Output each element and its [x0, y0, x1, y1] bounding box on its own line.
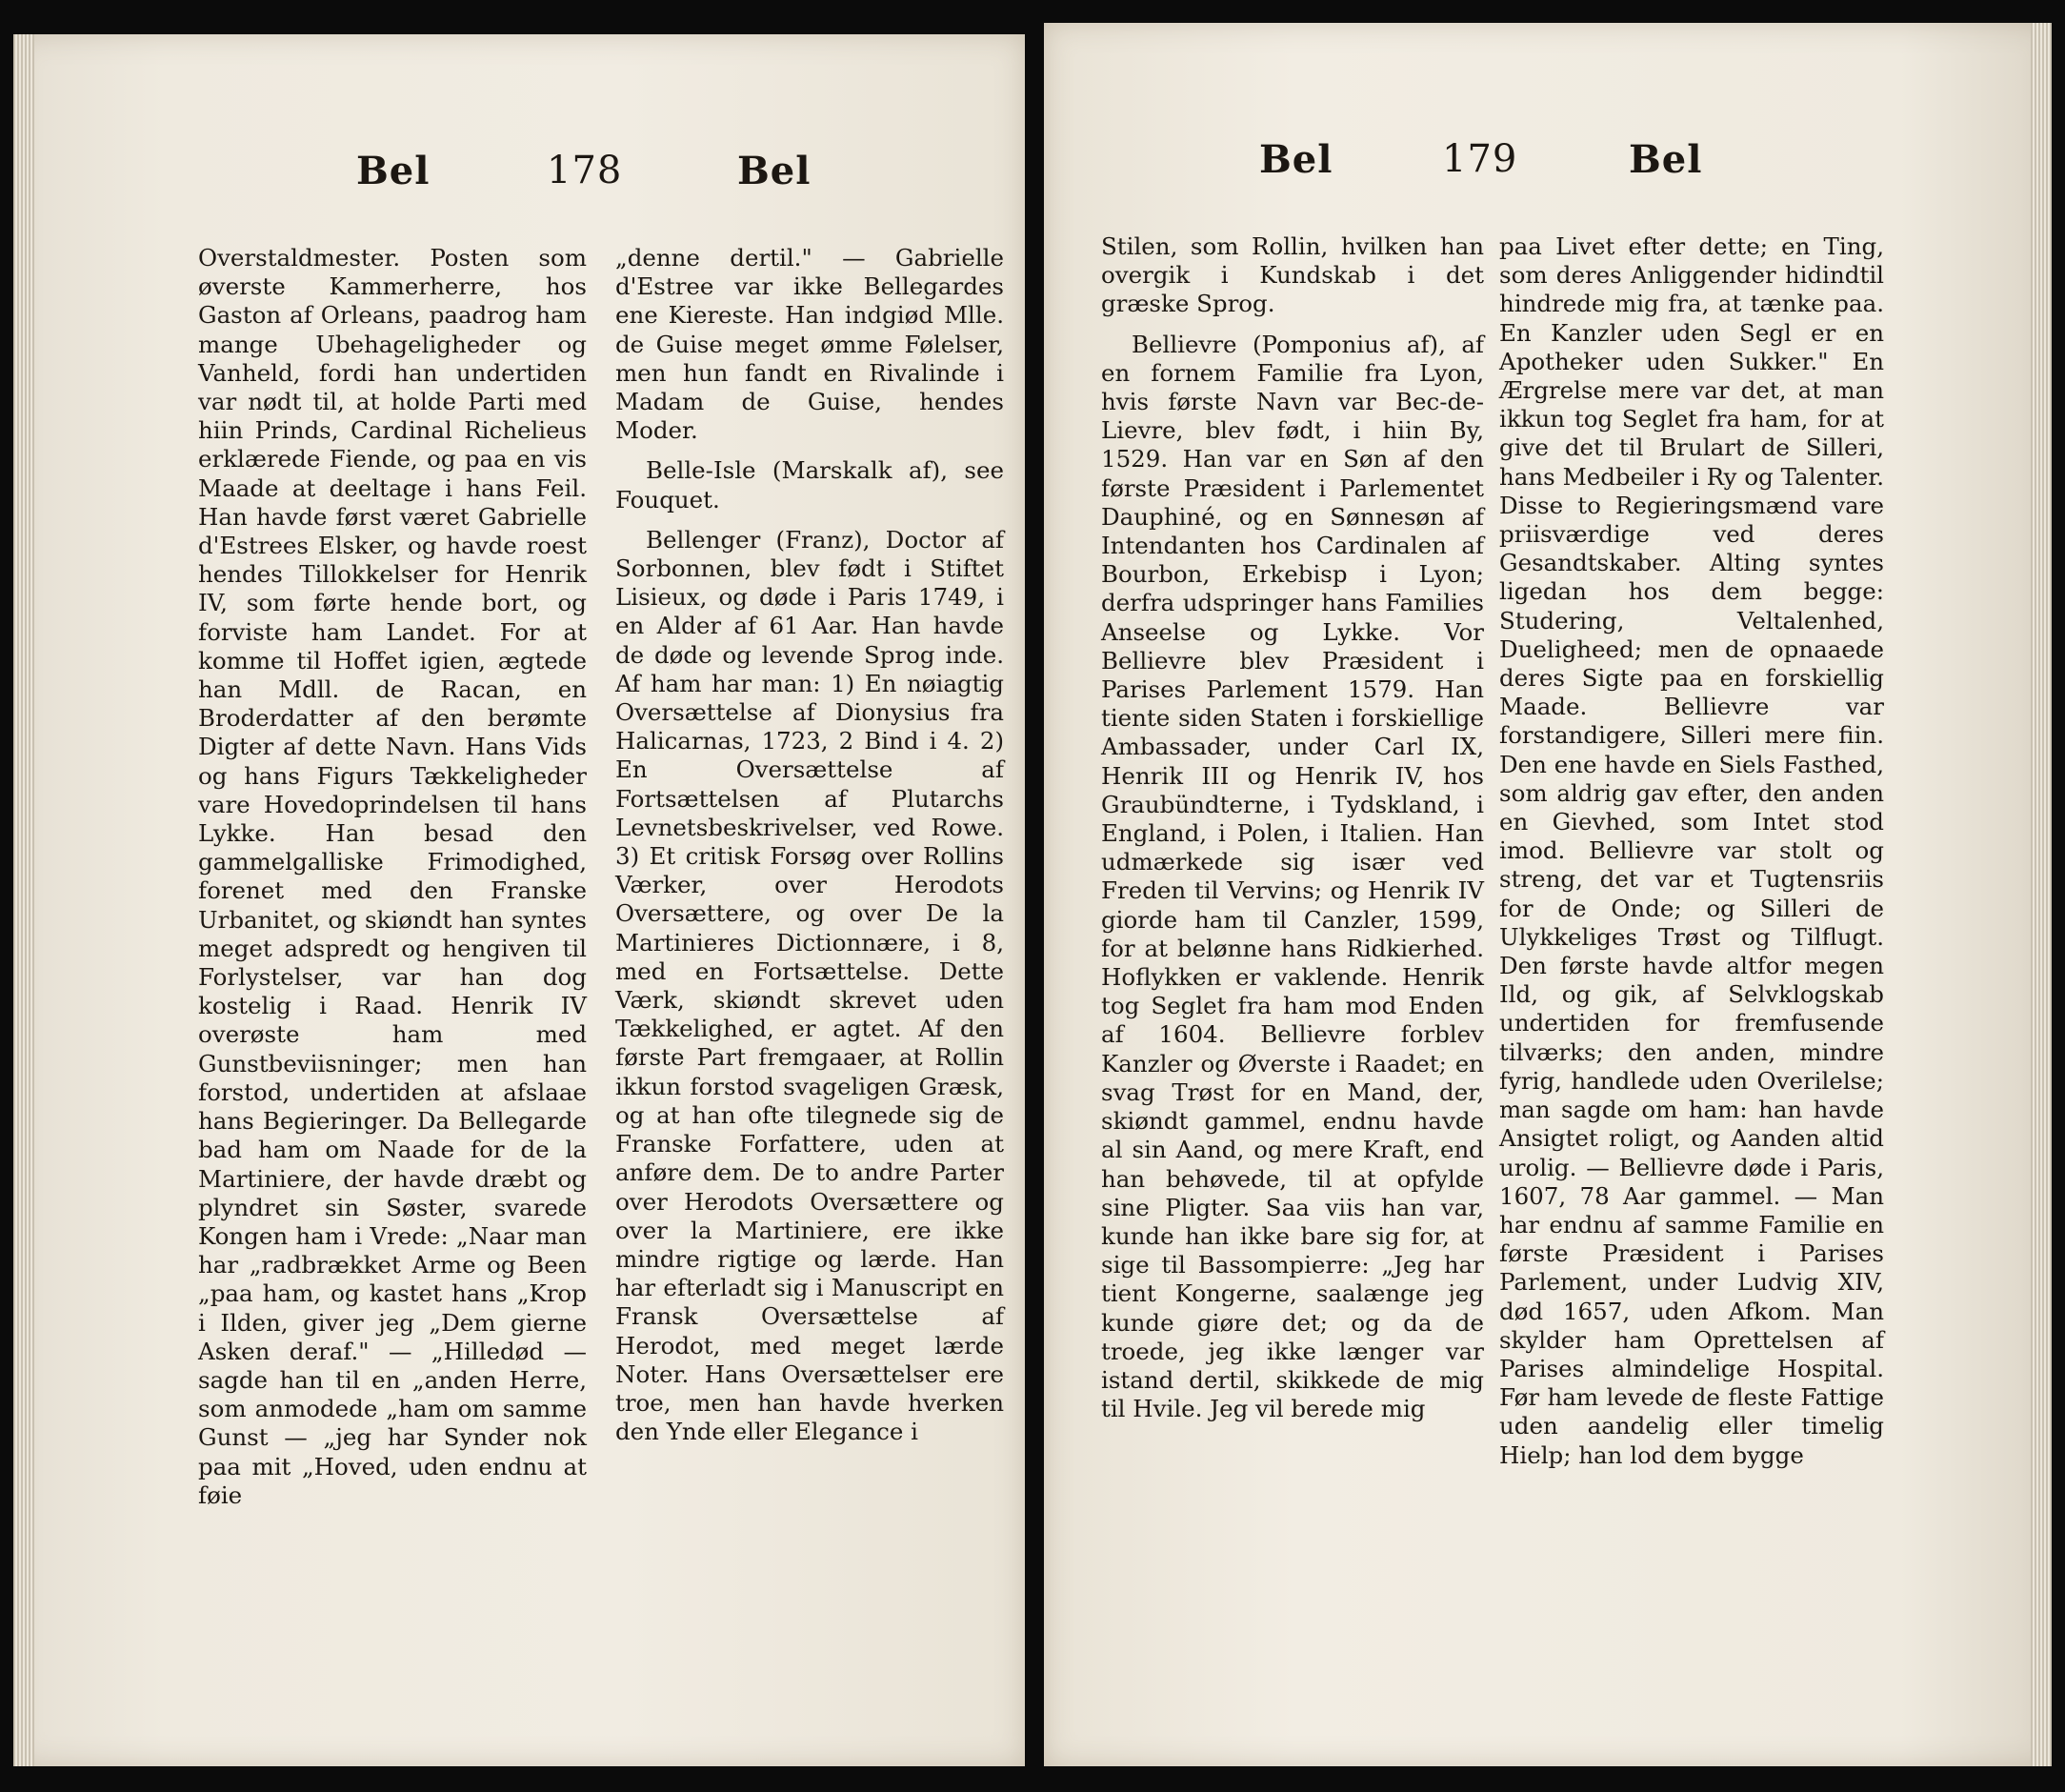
right-header-left: Bel	[1259, 137, 1333, 182]
left-page	[13, 34, 1025, 1766]
entry-bellievre: Bellievre (Pomponius af), af en fornem Familie fra Lyon, hvis første Navn var Bec-de-Lievre, blev født, i hiin By, 1529. Han var en Søn af den første Præsident i Parlementet Dauphiné, og en Sønnesøn af Intendanten hos Cardinalen af Bourbon, Erkebisp i Lyon; derfra udspringer hans Familiеs Anseelse og Lykke. Vor Bellievre blev Præsident i Parises Parlement 1579. Han tiente siden Staten i forskiellige Ambassader, under Carl IX, Henrik III og Henrik IV, hos Graubündterne, i Tydskland, i England, i Polen, i Italien. Han udmærkede sig især ved Freden til Vervins; og Henrik IV giorde ham til Canzler, 1599, for at belønne hans Ridkierhed. Hoflykken er vaklende. Henrik tog Seglet fra ham mod Enden af 1604. Bellievre forblev Kanzler og Øverste i Raadet; en svag Trøst for en Mand, der, skiøndt gammel, endnu havde al sin Aand, og mere Kraft, end han behøvede, til at opfylde sine Pligter. Saa viis han var, kunde han ikke bare sig for, at sige til Bassompierre: „Jeg har tient Kongerne, saalænge jeg kunde giøre det; og da de troede, jeg ikke længer var istand dertil, skikkede de mig til Hvile. Jeg vil berede mig	[1101, 330, 1484, 1423]
entry-bellenger: Bellenger (Franz), Doctor af Sorbonnen, blev født i Stiftet Lisieux, og døde i Paris 1749, i en Alder af 61 Aar. Han havde de døde og levende Sprog inde. Af ham har man: 1) En nøiagtig Oversættelse af Dionysius fra Halicarnas, 1723, 2 Bind i 4. 2) En Oversættelse af Fortsættelsen af Plutarchs Levnetsbeskrivelser, ved Rowe. 3) Et critisk Forsøg over Rollins Værker, over Herodots Oversættere, og over De la Martinieres Dictionnære, i 8, med en Fortsættelse. Dette Værk, skiøndt skrevet uden Tækkelighed, er agtet. Af den første Part fremgaaer, at Rollin ikkun forstod svageligen Græsk, og at han ofte tilegnede sig de Franske Forfattere, uden at anføre dem. De to andre Parter over Herodots Oversættere og over la Martiniere, ere ikke mindre rigtige og lærde. Han har efterladt sig i Manuscript en Fransk Oversættelse af Herodot, med meget lærde Noter. Hans Oversættelser ere troe, men han havde hverken den Ynde eller Elegance i	[615, 525, 1004, 1446]
page-edge-right	[2031, 23, 2052, 1766]
left-page-column-2	[615, 244, 1004, 1446]
left-header-right: Bel	[737, 149, 812, 193]
entry-belle-isle: Belle-Isle (Marskalk af), see Fouquet.	[615, 456, 1004, 513]
right-col1-para-1: Stilen, som Rollin, hvilken han overgik i Kundskab i det græske Sprog.	[1101, 232, 1484, 318]
left-page-header	[13, 149, 1025, 215]
right-header-right: Bel	[1629, 137, 1703, 182]
left-col2-para-1: „denne dertil." — Gabrielle d'Estree var ikke Bellegardes ene Kiereste. Han indgiød Mlle. de Guise meget ømme Følelser, men hun fandt en Rivalinde i Madam de Guise, hendes Moder.	[615, 244, 1004, 445]
left-page-column-1	[198, 244, 587, 1510]
right-page-column-1	[1101, 232, 1484, 1423]
left-page-number: 178	[547, 149, 623, 192]
right-page-number: 179	[1442, 137, 1518, 181]
right-page-header	[1044, 137, 2052, 204]
page-edge-left	[13, 34, 34, 1766]
right-page-column-2	[1499, 232, 1884, 1470]
right-col2-para-1: paa Livet efter dette; en Ting, som deres Anliggender hidindtil hindrede mig fra, at tænke paa. En Kanzler uden Segl er en Apotheker uden Sukker." En Ærgrelse mere var det, at man ikkun tog Seglet fra ham, for at give det til Brulart de Silleri, hans Medbeiler i Ry og Talenter. Disse to Regieringsmænd vare priisværdige ved deres Gesandtskaber. Alting syntes ligedan hos dem begge: Studering, Veltalenhed, Dueligheed; men de opnaaede deres Sigte paa en forskiellig Maade. Bellievre var forstandigere, Silleri mere fiin. Den ene havde en Siels Fasthed, som aldrig gav efter, den anden en Gievhed, som Intet stod imod. Bellievre var stolt og streng, det var et Tugtensriis for de Onde; og Silleri de Ulykkeliges Trøst og Tilflugt. Den første havde altfor megen Ild, og gik, af Selvklogskab undertiden for fremfusende tilværks; den anden, mindre fyrig, handlede uden Overilelse; man sagde om ham: han havde Ansigtet roligt, og Aanden altid urolig. — Bellievre døde i Paris, 1607, 78 Aar gammel. — Man har endnu af samme Familie en første Præsident i Parises Parlement, under Ludvig XIV, død 1657, uden Afkom. Man skylder ham Oprettelsen af Parises almindelige Hospital. Før ham levede de fleste Fattige uden aandelig eller timelig Hielp; han lod dem bygge	[1499, 232, 1884, 1469]
left-header-left: Bel	[356, 149, 431, 193]
left-col1-para-1: Overstaldmester. Posten som øverste Kammerherre, hos Gaston af Orleans, paadrog ham mange Ubehageligheder og Vanheld, fordi han undertiden var nødt til, at holde Parti med hiin Prinds, Cardinal Richelieus erklærede Fiende, og paa en vis Maade at deeltage i hans Feil. Han havde først været Gabrielle d'Estrees Elsker, og havde roest hendes Tillokkelser for Henrik IV, som førte hende bort, og forviste ham Landet. For at komme til Hoffet igien, ægtede han Mdll. de Racan, en Broderdatter af den berømte Digter af dette Navn. Hans Vids og hans Figurs Tækkeligheder vare Hovedoprindelsen til hans Lykke. Han besad den gammelgalliske Frimodighed, forenet med den Franske Urbanitet, og skiøndt han syntes meget adspredt og hengiven til Forlystelser, var han dog kostelig i Raad. Henrik IV overøste ham med Gunstbeviisninger; men han forstod, undertiden at afslaae hans Begieringer. Da Bellegarde bad ham om Naade for de la Martiniere, der havde dræbt og plyndret sin Søster, svarede Kongen ham i Vrede: „Naar man har „radbrækket Arme og Been „paa ham, og kastet hans „Krop i Ilden, giver jeg „Dem gierne Asken deraf." — „Hilledød — sagde han til en „anden Herre, som anmodede „ham om samme Gunst — „jeg har Synder nok paa mit „Hoved, uden endnu at føie	[198, 244, 587, 1509]
right-page	[1044, 23, 2052, 1766]
